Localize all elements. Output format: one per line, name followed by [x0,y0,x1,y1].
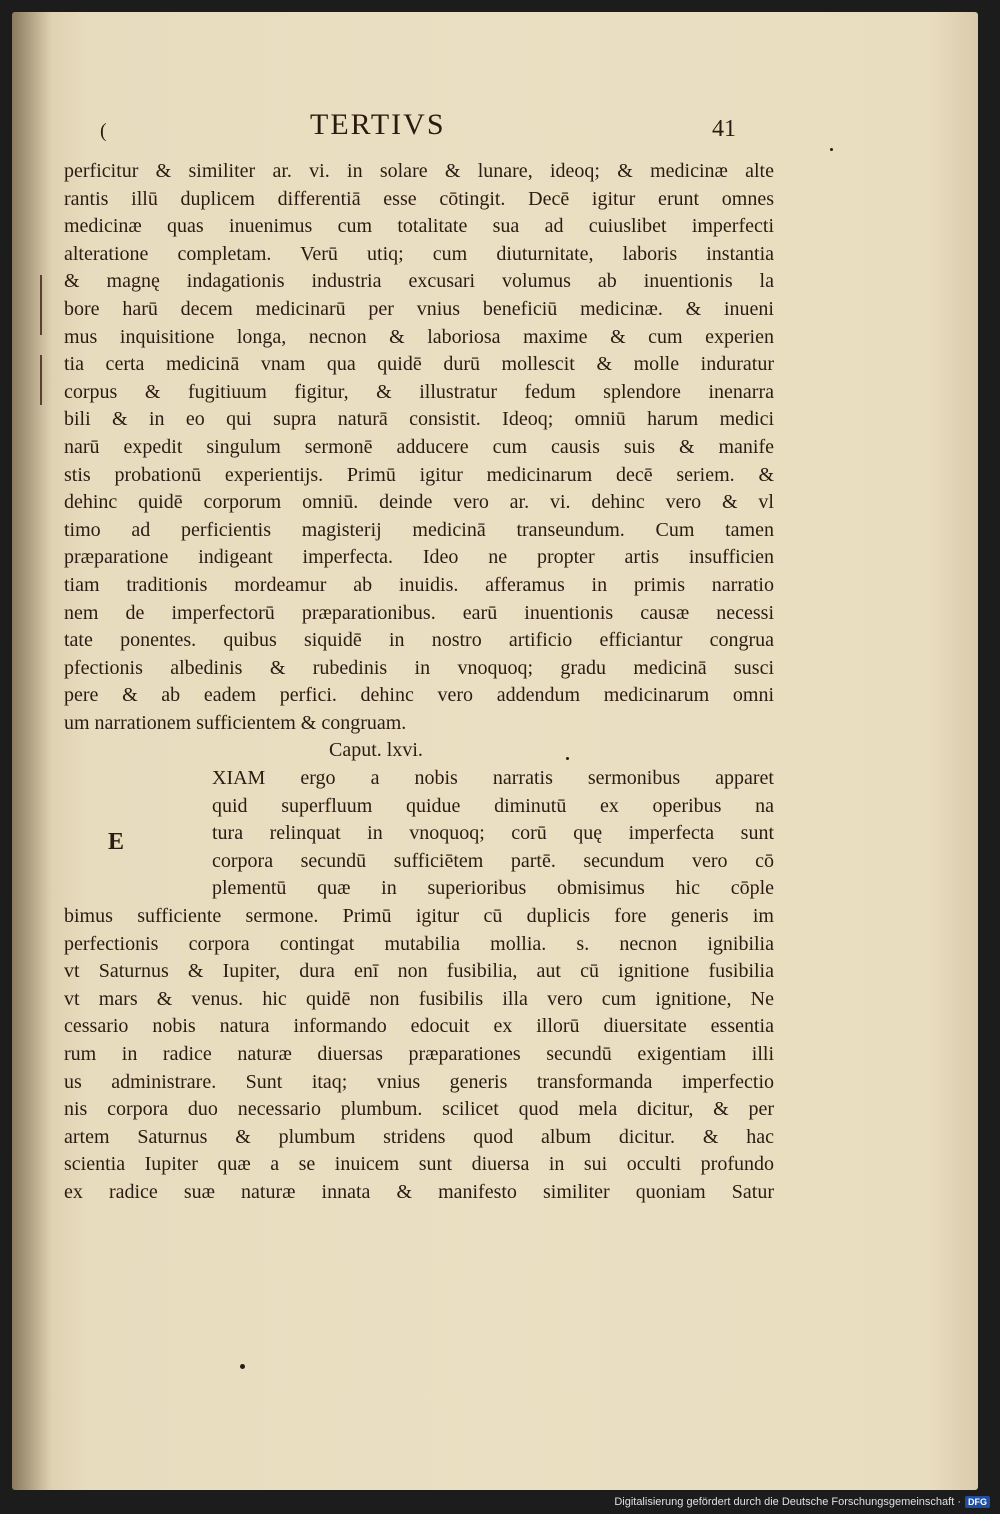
text-line: rantis illū duplicem differentiā esse cōtingit. Decē igitur erunt omnes [64,187,774,210]
text-line: medicinæ quas inuenimus cum totalitate sua ad cuiuslibet imperfecti [64,215,774,238]
text-line-indented: tura relinquat in vnoquoq; corū quę imperfecta sunt [212,822,774,845]
text-line: um narrationem sufficientem & congruam. [64,711,407,734]
ink-speck [566,757,569,760]
ink-speck [240,1364,245,1369]
text-line: stis probationū experientijs. Primū igitur medicinarum decē seriem. & [64,463,774,486]
text-line: us administrare. Sunt itaq; vnius generis transformanda imperfectio [64,1070,774,1093]
text-line: cessario nobis natura informando edocuit ex illorū diuersitate essentia [64,1015,774,1038]
dfg-logo: DFG [965,1496,990,1508]
text-line: scientia Iupiter quæ a se inuicem sunt diuersa in sui occulti profundo [64,1153,774,1176]
text-line-indented: corpora secundū sufficiētem partē. secundum vero cō [212,849,774,872]
text-line: vt mars & venus. hic quidē non fusibilis illa vero cum ignitione, Ne [64,987,774,1010]
text-line: mus inquisitione longa, necnon & laboriosa maxime & cum experien [64,325,774,348]
text-line: narū expedit singulum sermonē adducere cum causis suis & manife [64,435,774,458]
text-line: & magnę indagationis industria excusari volumus ab inuentionis la [64,270,774,293]
margin-rule [40,275,42,335]
digitization-footer [614,1496,990,1508]
gutter-shadow [12,12,52,1490]
running-head [0,108,1000,148]
text-line-indented: plementū quæ in superioribus obmisimus hic cōple [212,877,774,900]
text-line: præparatione indigeant imperfecta. Ideo ne propter artis insufficien [64,546,774,569]
text-line: bore harū decem medicinarū per vnius beneficiū medicinæ. & inueni [64,297,774,320]
footer-credit: Digitalisierung gefördert durch die Deutsche Forschungsgemeinschaft · [614,1496,961,1508]
text-line: alteratione completam. Verū utiq; cum diuturnitate, laboris instantia [64,242,774,265]
text-line: rum in radice naturæ diuersas præparationes secundū exigentiam illi [64,1043,774,1065]
text-line-indented: quid superfluum quidue diminutū ex operibus na [212,794,774,817]
text-line: perficitur & similiter ar. vi. in solare & lunare, ideoq; & medicinæ alte [64,160,774,182]
text-line: pere & ab eadem perfici. dehinc vero addendum medicinarum omni [64,684,774,707]
text-line: dehinc quidē corporum omniū. deinde vero ar. vi. dehinc vero & vl [64,491,774,514]
chapter-heading: Caput. lxvi. [329,739,423,762]
text-line: perfectionis corpora contingat mutabilia mollia. s. necnon ignibilia [64,932,774,955]
text-line: nem de imperfectorū præparationibus. earū inuentionis causæ necessi [64,601,774,624]
guide-letter: E [108,829,125,855]
text-line: tiam traditionis mordeamur ab inuidis. afferamus in primis narratio [64,573,774,596]
text-line: tia certa medicinā vnam qua quidē durū mollescit & molle induratur [64,353,774,376]
running-head-mark: ( [100,120,107,142]
ink-speck [830,148,833,151]
text-line: bimus sufficiente sermone. Primū igitur cū duplicis fore generis im [64,905,774,928]
text-line: ex radice suæ naturæ innata & manifesto similiter quoniam Satur [64,1180,774,1203]
text-line: nis corpora duo necessario plumbum. scilicet quod mela dicitur, & per [64,1098,774,1121]
running-head-title: TERTIVS [310,108,446,141]
text-line: artem Saturnus & plumbum stridens quod album dicitur. & hac [64,1125,774,1148]
margin-rule [40,355,42,405]
folio-number: 41 [712,116,736,142]
text-line: corpus & fugitiuum figitur, & illustratur fedum splendore inenarra [64,380,774,403]
body-text [64,158,774,1207]
text-line: timo ad perficientis magisterij medicinā transeundum. Cum tamen [64,518,774,541]
text-line: tate ponentes. quibus siquidē in nostro artificio efficiantur congrua [64,629,774,652]
text-line-indented: XIAM ergo a nobis narratis sermonibus apparet [212,767,774,790]
text-line: pfectionis albedinis & rubedinis in vnoquoq; gradu medicinā susci [64,656,774,679]
text-line: bili & in eo qui supra naturā consistit. Ideoq; omniū harum medici [64,408,774,431]
text-line: vt Saturnus & Iupiter, dura enī non fusibilia, aut cū ignitione fusibilia [64,960,774,983]
